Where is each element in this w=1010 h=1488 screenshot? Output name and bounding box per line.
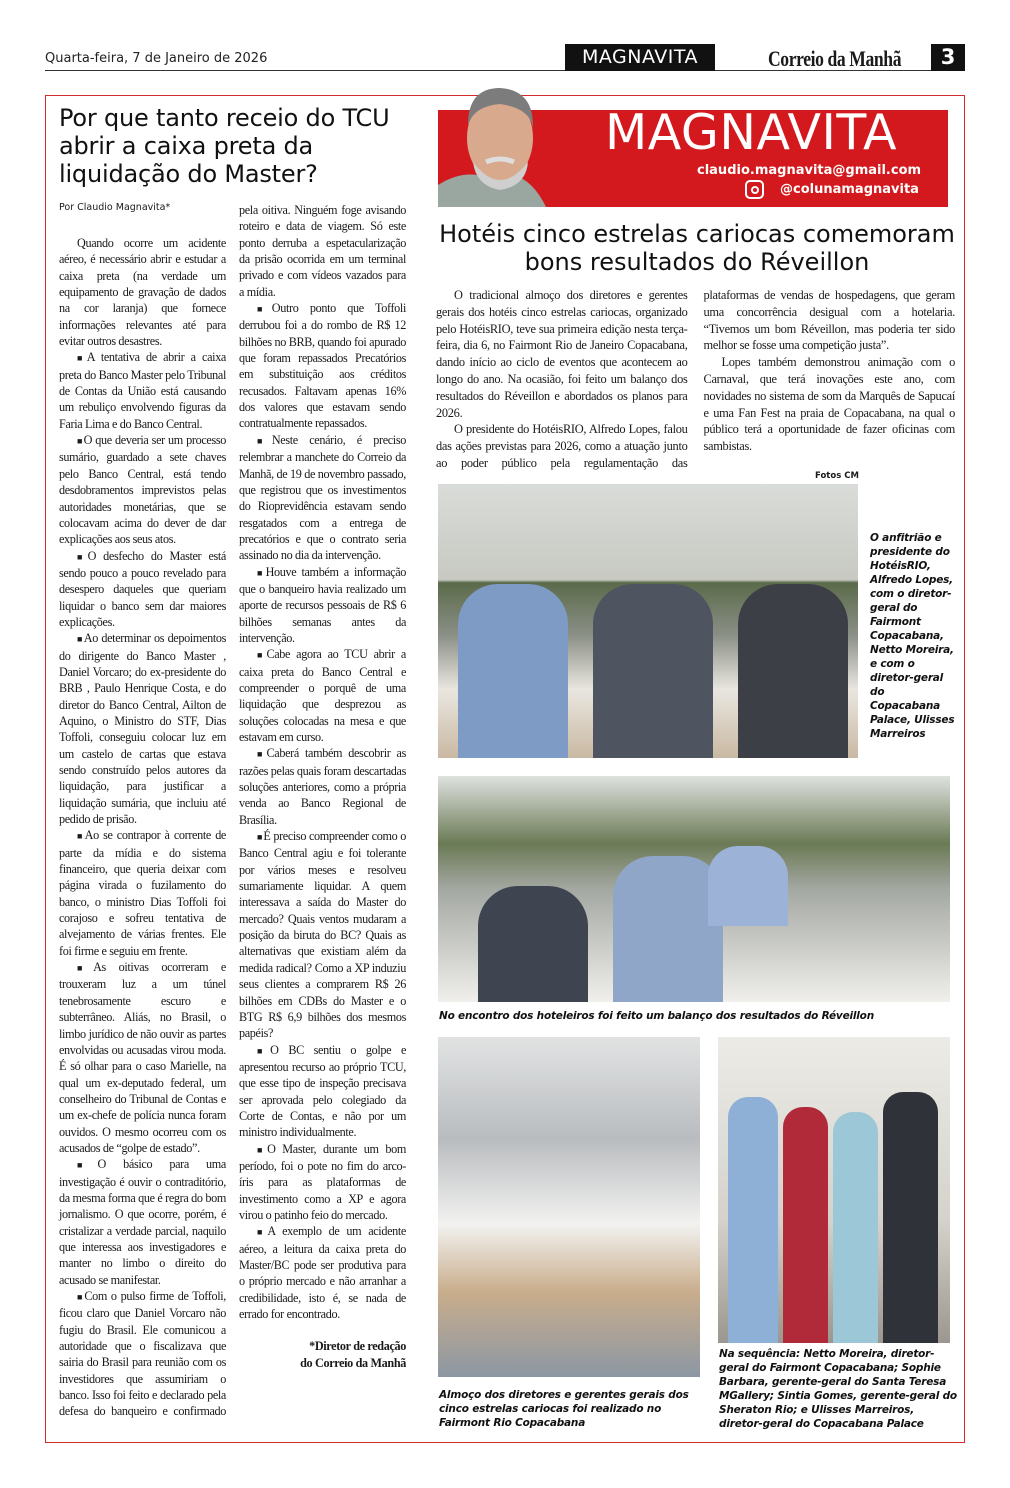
paragraph: ■ O básico para uma investigação é ouvir o contraditório, da mesma forma que é regra do bom jornalismo. O que ocorre, porém, é cristalizar a verdade parcial, naquilo que interessa aos investigadores e manter no limbo o direito do acusado se manifestar.	[59, 1156, 226, 1288]
caption: Na sequência: Netto Moreira, diretor-geral do Fairmont Copacabana; Sophie Barbara, gerente-geral do Santa Teresa MGallery; Sintia Gomes, gerente-geral do Sheraton Rio; e Ulisses Marreiros, diretor-geral do Copacabana Palace	[719, 1348, 957, 1430]
paragraph: Quando ocorre um acidente aéreo, é necessário abrir e estudar a caixa preta (na verdade um equipamento de gravação de dados na cor laranja) que fornece informações relevantes até para evitar outros desastres.	[59, 236, 226, 349]
page-number: 3	[931, 44, 965, 71]
paragraph: ■ O BC sentiu o golpe e apresentou recurso ao próprio TCU, que esse tipo de inspeção precisava ser aprovada pelo colegiado da Corte de Contas, e não por um ministro individualmente.	[239, 1042, 406, 1141]
photo-dining-room	[438, 1037, 700, 1377]
paragraph: ■ É preciso compreender como o Banco Central agiu e foi tolerante por vários meses e resolveu sumariamente liquidar. A quem interessava a saída do Master do mercado? Quais ventos mudaram a posição da biruta do BC? Quais as alternativas que existiam além da medida radical? Como a XP induziu seus clientes a comprarem R$ 26 bilhões em CDBs do Master e o BTG R$ 6,9 bilhões dos mesmos papéis?	[239, 828, 406, 1041]
instagram-icon	[745, 180, 764, 199]
feature-title: Hotéis cinco estrelas cariocas comemoram bons resultados do Réveillon	[439, 220, 955, 276]
section-label: MAGNAVITA	[565, 44, 715, 71]
paragraph: ■ A exemplo de um acidente aéreo, a leitura da caixa preta do Master/BC pode ser produtiva para o próprio mercado e não arranhar a credibilidade, isto é, se nada de errado for encontrado.	[239, 1223, 406, 1322]
paragraph: O tradicional almoço dos diretores e gerentes gerais dos hotéis cinco estrelas cariocas, organizado pelo HotéisRIO, teve sua primeira edição nesta terça-feira, dia 6, no Fairmont Rio de Janeiro Copacabana, dando início ao ciclo de eventos que acontecem ao longo do ano. Na ocasião, foi feito um balanço dos resultados do Réveillon e abordados os planos para 2026.	[436, 288, 688, 420]
opinion-body	[59, 202, 406, 1432]
paragraph: ■ A tentativa de abrir a caixa preta do Banco Master pelo Tribunal de Contas da União está causando um rebuliço envolvendo figuras da Faria Lima e do Banco Central.	[59, 349, 226, 432]
caption: No encontro dos hoteleiros foi feito um balanço dos resultados do Réveillon	[439, 1010, 874, 1022]
paragraph: Lopes também demonstrou animação com o Carnaval, que terá inovações este ano, com novidades no sistema de som da Marquês de Sapucaí e uma Fan Fest na praia de Copacabana, na qual o público terá a oportunidade de fazer oficinas com sambistas.	[703, 355, 955, 454]
paragraph: ■ Com o pulso firme de Toffoli, ficou claro que Daniel Vorcaro não fugiu do Brasil. Ele comunicou a autoridade que o fiscalizava que sairia do Brasil para reunião com os investidores que assumiriam o banco. Isso foi feito e declarado pela defesa do banqueiro e confirmado pela oitiva. Ninguém foge avisando roteiro e data de viagem. Só este ponto derruba a espetacularização da prisão ocorrida em um terminal privado e com vídeos vazados para a mídia.	[59, 202, 406, 1432]
paragraph: ■ Caberá também descobrir as razões pelas quais foram descartadas soluções anteriores, como a própria venda ao Banco Regional de Brasília.	[239, 745, 406, 828]
caption: O anfitrião e presidente do HotéisRIO, Alfredo Lopes, com o diretor-geral do Fairmont Copacabana, Netto Moreira, e com o diretor-geral do Copacabana Palace, Ulisses Marreiros	[870, 532, 955, 740]
newspaper-logo: Correio da Manhã	[768, 46, 902, 71]
paragraph: ■ Ao determinar os depoimentos do dirigente do Banco Master , Daniel Vorcaro; do ex-presidente do BRB , Paulo Henrique Costa, e do diretor do Banco Central, Ailton de Aquino, o Ministro do STF, Dias Toffoli, conseguiu colocar luz em um castelo de cartas que estava sendo construído pelos autores da liquidação, para justificar a liquidação sumária, que incluiu até pedido de prisão.	[59, 630, 226, 827]
paragraph: ■ Outro ponto que Toffoli derrubou foi a do rombo de R$ 12 bilhões no BRB, quando foi apurado que foram repassados Precatórios em substituição aos créditos recusados. Faltavam apenas 16% dos valores que estavam sendo contratualmente repassados.	[239, 300, 406, 432]
paragraph: ■ Neste cenário, é preciso relembrar a manchete do Correio da Manhã, de 19 de novembro passado, que registrou que os investimentos do Rioprevidência estavam sendo resgatados com a entrega de precatórios e que o contrato seria assinado no dia da intervenção.	[239, 432, 406, 564]
column-title: MAGNAVITA	[605, 104, 898, 161]
photo-hotel-managers	[718, 1037, 950, 1343]
author-note	[239, 1338, 406, 1371]
photo-hosts	[438, 484, 858, 758]
column-email[interactable]: claudio.magnavita@gmail.com	[697, 163, 922, 178]
paragraph: ■ Ao se contrapor à corrente de parte da mídia e do sistema financeiro, que queria deixar com página virada o fuzilamento do banco, o ministro Dias Toffoli foi corajoso e sofreu tentativa de alvejamento de várias frentes. Ele foi firme e seguiu em frente.	[59, 827, 226, 959]
byline: Por Claudio Magnavita*	[59, 202, 171, 213]
photo-lunch-table	[438, 776, 950, 1002]
author-note-line: *Diretor de redação	[309, 1339, 406, 1354]
paragraph: ■ O Master, durante um bom período, foi o pote no fim do arco-íris para as plataformas de investimento como a XP e agora virou o patinho feio do mercado.	[239, 1141, 406, 1224]
paragraph: ■ Houve também a informação que o banqueiro havia realizado um aporte de recursos pessoais de R$ 6 bilhões semanas antes da intervenção.	[239, 564, 406, 647]
paragraph: O presidente do HotéisRIO, Alfredo Lopes, falou das ações previstas para 2026, como a atuação junto ao poder público pela regulamentação das plataformas de vendas de hospedagens, que geram uma concorrência desigual com a hotelaria. “Tivemos um bom Réveillon, mas poderia ter sido melhor se fosse uma competição justa”.	[436, 288, 955, 470]
photo-credit: Fotos CM	[815, 471, 859, 481]
paragraph: ■ As oitivas ocorreram e trouxeram luz a um túnel tenebrosamente escuro e subterrâneo. Aliás, no Brasil, o limbo jurídico de não ouvir as partes envolvidas ou acusadas virou moda. É só olhar para o caso Marielle, na qual um ex-deputado federal, um conselheiro do Tribunal de Contas e um ex-chefe de polícia nunca foram ouvidos. O mesmo ocorreu com os acusados de “golpe de estado”.	[59, 959, 226, 1156]
instagram-handle[interactable]: @colunamagnavita	[780, 182, 919, 197]
paragraph: ■ Cabe agora ao TCU abrir a caixa preta do Banco Central e compreender o porquê de uma liquidação que desprezou as soluções colocadas na mesa e que estavam em curso.	[239, 646, 406, 745]
issue-date: Quarta-feira, 7 de Janeiro de 2026	[45, 51, 268, 66]
feature-body	[436, 287, 955, 472]
author-note-line: do Correio da Manhã	[300, 1355, 406, 1370]
opinion-title: Por que tanto receio do TCU abrir a caixa preta da liquidação do Master?	[59, 104, 390, 188]
paragraph: ■ O que deveria ser um processo sumário, guardado a sete chaves pelo Banco Central, está tendo desdobramentos imprevistos pelas autoridades monetárias, que se colocavam acima do dever de dar explicações aos seus atos.	[59, 432, 226, 547]
caption: Almoço dos diretores e gerentes gerais dos cinco estrelas cariocas foi realizado no Fairmont Rio Copacabana	[439, 1389, 689, 1429]
columnist-portrait	[438, 80, 548, 207]
paragraph: ■ O desfecho do Master está sendo pouco a pouco revelado para desespero daqueles que queriam liquidar o banco sem dar maiores explicações.	[59, 548, 226, 631]
